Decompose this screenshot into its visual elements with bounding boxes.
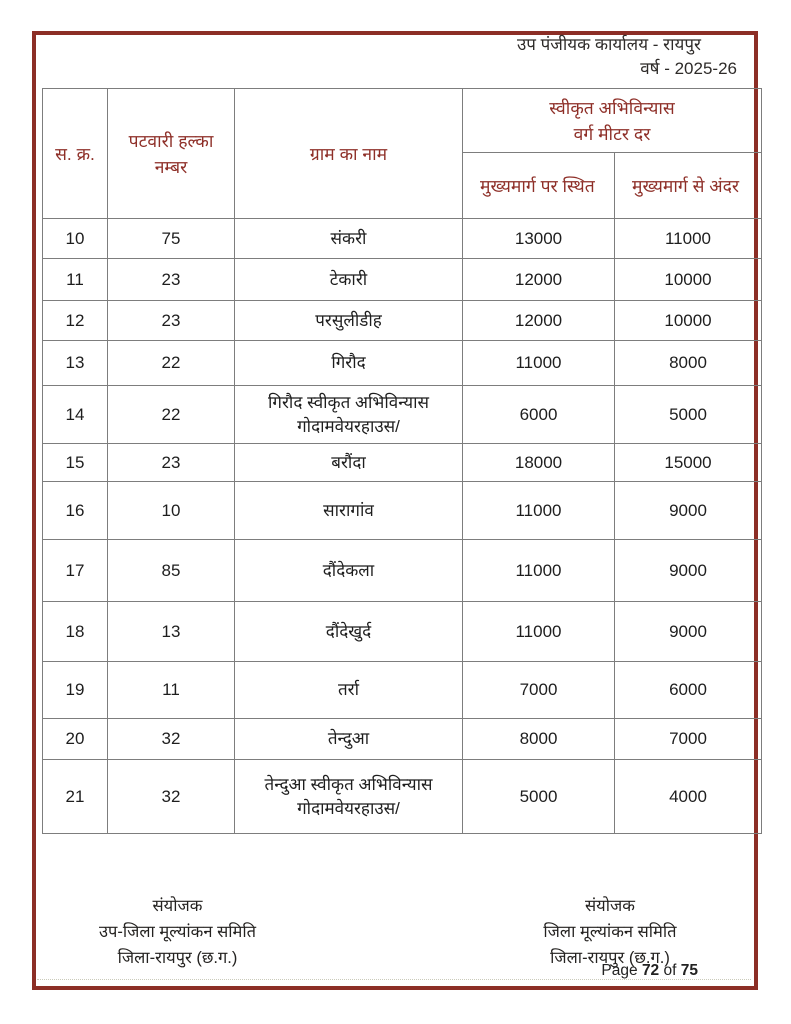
cell-inside-rate: 10000 [615, 259, 762, 301]
footer-left-committee: उप-जिला मूल्यांकन समिति [98, 923, 257, 941]
table-row [43, 540, 762, 602]
cell-village: गिरौद स्वीकृत अभिविन्यास गोदामवेयरहाउस/ [235, 386, 463, 444]
cell-on-road-rate: 12000 [463, 301, 615, 341]
cell-inside-rate: 11000 [615, 219, 762, 259]
cell-on-road-rate: 8000 [463, 719, 615, 760]
cell-serial: 21 [43, 760, 108, 834]
cell-halka: 23 [108, 259, 235, 301]
cell-on-road-rate: 5000 [463, 760, 615, 834]
cell-serial: 20 [43, 719, 108, 760]
cell-halka: 22 [108, 341, 235, 386]
col-header-inside-main-road: मुख्यमार्ग से अंदर [615, 153, 762, 219]
table-row [43, 719, 762, 760]
cell-village: तर्रा [235, 662, 463, 719]
cell-village: गिरौद [235, 341, 463, 386]
page-number-of: of [663, 962, 677, 979]
footer-signature-right [490, 893, 730, 971]
cell-serial: 10 [43, 219, 108, 259]
rate-group-line1: स्वीकृत अभिविन्यास [549, 97, 675, 118]
col-header-serial: स. क्र. [43, 89, 108, 219]
cell-inside-rate: 9000 [615, 482, 762, 540]
cell-halka: 75 [108, 219, 235, 259]
cell-village: तेन्दुआ [235, 719, 463, 760]
cell-village: परसुलीडीह [235, 301, 463, 341]
cell-inside-rate: 9000 [615, 540, 762, 602]
year-line: वर्ष - 2025-26 [640, 59, 737, 78]
table-row [43, 444, 762, 482]
cell-on-road-rate: 12000 [463, 259, 615, 301]
cell-inside-rate: 6000 [615, 662, 762, 719]
cell-halka: 13 [108, 602, 235, 662]
table-row [43, 259, 762, 301]
office-title: उप पंजीयक कार्यालय - रायपुर [516, 35, 701, 54]
footer-signature-left [55, 893, 300, 971]
footer-right-committee: जिला मूल्यांकन समिति [543, 923, 677, 941]
cell-serial: 16 [43, 482, 108, 540]
rate-group-line2: वर्ग मीटर दर [573, 123, 651, 144]
page-number-total: 75 [680, 962, 698, 979]
cell-village: तेन्दुआ स्वीकृत अभिविन्यास गोदामवेयरहाउस/ [235, 760, 463, 834]
cell-inside-rate: 8000 [615, 341, 762, 386]
cell-village: बरौंदा [235, 444, 463, 482]
scan-artifact-line [37, 979, 751, 980]
cell-halka: 10 [108, 482, 235, 540]
cell-inside-rate: 9000 [615, 602, 762, 662]
page-number-label: Page [601, 962, 638, 979]
cell-inside-rate: 4000 [615, 760, 762, 834]
table-header-row-top [43, 89, 762, 153]
footer-right-district: जिला-रायपुर (छ.ग.) [550, 949, 670, 967]
cell-halka: 32 [108, 719, 235, 760]
cell-village: संकरी [235, 219, 463, 259]
cell-halka: 22 [108, 386, 235, 444]
table-row [43, 219, 762, 259]
cell-on-road-rate: 11000 [463, 482, 615, 540]
cell-serial: 17 [43, 540, 108, 602]
table-row [43, 341, 762, 386]
cell-on-road-rate: 18000 [463, 444, 615, 482]
cell-serial: 12 [43, 301, 108, 341]
cell-village: दौंदेकला [235, 540, 463, 602]
table-row [43, 602, 762, 662]
document-header [330, 33, 737, 81]
table-row [43, 386, 762, 444]
table-row [43, 482, 762, 540]
cell-village: टेकारी [235, 259, 463, 301]
table-row [43, 760, 762, 834]
cell-serial: 13 [43, 341, 108, 386]
cell-serial: 14 [43, 386, 108, 444]
cell-serial: 19 [43, 662, 108, 719]
page-number [601, 962, 698, 980]
cell-on-road-rate: 13000 [463, 219, 615, 259]
cell-village: सारागांव [235, 482, 463, 540]
table-row [43, 301, 762, 341]
cell-inside-rate: 15000 [615, 444, 762, 482]
cell-serial: 18 [43, 602, 108, 662]
cell-halka: 11 [108, 662, 235, 719]
cell-serial: 11 [43, 259, 108, 301]
col-header-rate-group [463, 89, 762, 153]
col-header-village: ग्राम का नाम [235, 89, 463, 219]
cell-inside-rate: 5000 [615, 386, 762, 444]
cell-serial: 15 [43, 444, 108, 482]
footer-left-title: संयोजक [152, 897, 203, 915]
cell-inside-rate: 10000 [615, 301, 762, 341]
cell-halka: 85 [108, 540, 235, 602]
cell-on-road-rate: 11000 [463, 540, 615, 602]
col-header-on-main-road: मुख्यमार्ग पर स्थित [463, 153, 615, 219]
cell-on-road-rate: 6000 [463, 386, 615, 444]
cell-on-road-rate: 7000 [463, 662, 615, 719]
table-row [43, 662, 762, 719]
cell-halka: 23 [108, 444, 235, 482]
cell-inside-rate: 7000 [615, 719, 762, 760]
footer-left-district: जिला-रायपुर (छ.ग.) [117, 949, 238, 967]
col-header-halka: पटवारी हल्का नम्बर [108, 89, 235, 219]
cell-halka: 32 [108, 760, 235, 834]
cell-village: दौंदेखुर्द [235, 602, 463, 662]
page-number-current: 72 [641, 962, 660, 979]
cell-on-road-rate: 11000 [463, 602, 615, 662]
footer-right-title: संयोजक [585, 897, 635, 915]
cell-halka: 23 [108, 301, 235, 341]
cell-on-road-rate: 11000 [463, 341, 615, 386]
rate-table [42, 88, 762, 834]
